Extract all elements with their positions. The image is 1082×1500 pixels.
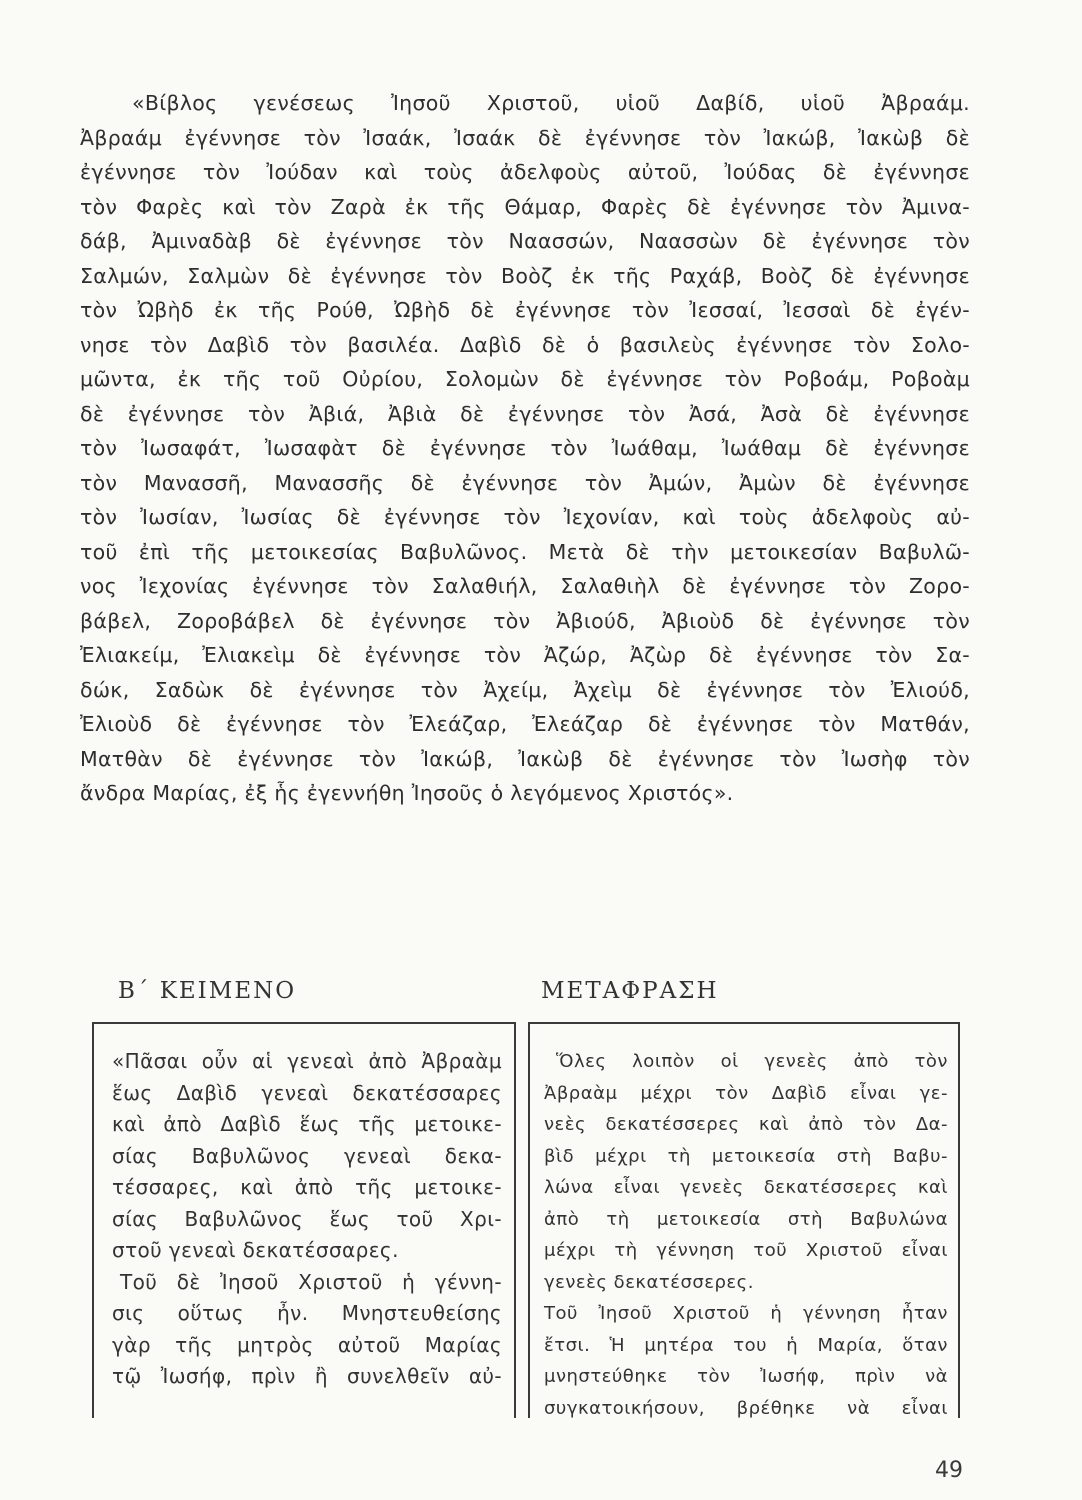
text-line: Ἀβραάμ ἐγέννησε τὸν Ἰσαάκ, Ἰσαάκ δὲ ἐγέννησε τὸν Ἰακώβ, Ἰακὼβ δὲ — [80, 125, 970, 150]
text-line: ἀπὸ τὴ μετοικεσία στὴ Βαβυλώνα — [544, 1208, 948, 1230]
text-line: Ματθὰν δὲ ἐγέννησε τὸν Ἰακώβ, Ἰακὼβ δὲ ἐγέννησε τὸν Ἰωσὴφ τὸν — [80, 746, 970, 771]
text-line: δάβ, Ἀμιναδὰβ δὲ ἐγέννησε τὸν Ναασσών, Ναασσὼν δὲ ἐγέννησε τὸν — [80, 229, 970, 253]
original-text-box — [92, 1022, 516, 1418]
text-line: νεὲς δεκατέσσερες καὶ ἀπὸ τὸν Δα- — [544, 1114, 948, 1135]
text-line: «Βίβλος γενέσεως Ἰησοῦ Χριστοῦ, υἱοῦ Δαβίδ, υἱοῦ Ἀβραάμ. — [132, 91, 970, 115]
text-line: τὸν Ἰωσαφάτ, Ἰωσαφὰτ δὲ ἐγέννησε τὸν Ἰωάθαμ, Ἰωάθαμ δὲ ἐγέννησε — [80, 436, 970, 460]
text-line: μῶντα, ἐκ τῆς τοῦ Οὐρίου, Σολομὼν δὲ ἐγέννησε τὸν Ροβοάμ, Ροβοὰμ — [80, 367, 970, 391]
text-line: συγκατοικήσουν, βρέθηκε νὰ εἶναι — [544, 1397, 948, 1418]
text-line: Τοῦ δὲ Ἰησοῦ Χριστοῦ ἡ γέννη- — [120, 1269, 502, 1294]
text-line: Ἐλιοὺδ δὲ ἐγέννησε τὸν Ἐλεάζαρ, Ἐλεάζαρ δὲ ἐγέννησε τὸν Ματθάν, — [80, 712, 970, 736]
text-line: στοῦ γενεαὶ δεκατέσσαρες. — [112, 1238, 399, 1262]
text-line: «Πᾶσαι οὖν αἱ γενεαὶ ἀπὸ Ἀβραὰμ — [112, 1049, 502, 1073]
text-line: γὰρ τῆς μητρὸς αὐτοῦ Μαρίας — [112, 1332, 502, 1357]
text-line: Ἐλιακείμ, Ἐλιακεὶμ δὲ ἐγέννησε τὸν Ἀζώρ, Ἀζὼρ δὲ ἐγέννησε τὸν Σα- — [80, 643, 970, 667]
text-line: τὸν Ἰωσίαν, Ἰωσίας δὲ ἐγέννησε τὸν Ἰεχονίαν, καὶ τοὺς ἀδελφοὺς αὐ- — [80, 505, 970, 529]
text-line: τοῦ ἐπὶ τῆς μετοικεσίας Βαβυλῶνος. Μετὰ δὲ τὴν μετοικεσίαν Βαβυλῶ- — [80, 539, 970, 564]
text-line: δὲ ἐγέννησε τὸν Ἀβιά, Ἀβιὰ δὲ ἐγέννησε τὸν Ἀσά, Ἀσὰ δὲ ἐγέννησε — [80, 401, 970, 426]
text-line: ἕως Δαβὶδ γενεαὶ δεκατέσσαρες — [112, 1080, 502, 1105]
text-line: σις οὕτως ἦν. Μνηστευθείσης — [112, 1301, 502, 1325]
text-line: ἔτσι. Ἡ μητέρα του ἡ Μαρία, ὅταν — [544, 1334, 948, 1356]
text-line: τὸν Μανασσῆ, Μανασσῆς δὲ ἐγέννησε τὸν Ἀμών, Ἀμὼν δὲ ἐγέννησε — [80, 470, 970, 495]
text-line: καὶ ἀπὸ Δαβὶδ ἕως τῆς μετοικε- — [112, 1112, 502, 1136]
translation-passage — [544, 1046, 948, 1418]
text-line: τέσσαρες, καὶ ἀπὸ τῆς μετοικε- — [112, 1175, 502, 1199]
text-line: σίας Βαβυλῶνος ἕως τοῦ Χρι- — [112, 1206, 502, 1231]
text-line: Ἀβραὰμ μέχρι τὸν Δαβὶδ εἶναι γε- — [544, 1082, 948, 1104]
text-line: τῷ Ἰωσήφ, πρὶν ἢ συνελθεῖν αὐ- — [112, 1364, 502, 1388]
text-line: σίας Βαβυλῶνος γενεαὶ δεκα- — [112, 1143, 502, 1168]
genealogy-passage — [80, 86, 970, 811]
text-line: τὸν Ὠβὴδ ἐκ τῆς Ρούθ, Ὠβὴδ δὲ ἐγέννησε τὸν Ἰεσσαί, Ἰεσσαὶ δὲ ἐγέν- — [80, 298, 970, 322]
original-text-heading: Β΄ ΚΕΙΜΕΝΟ — [118, 978, 297, 1004]
text-line: μέχρι τὴ γέννηση τοῦ Χριστοῦ εἶναι — [544, 1240, 948, 1261]
original-text-passage — [112, 1046, 502, 1393]
text-line: ἄνδρα Μαρίας, ἐξ ἧς ἐγεννήθη Ἰησοῦς ὁ λεγόμενος Χριστός». — [80, 781, 734, 805]
text-line: Ὅλες λοιπὸν οἱ γενεὲς ἀπὸ τὸν — [556, 1051, 948, 1072]
text-line: τὸν Φαρὲς καὶ τὸν Ζαρὰ ἐκ τῆς Θάμαρ, Φαρὲς δὲ ἐγέννησε τὸν Ἀμινα- — [80, 194, 970, 219]
text-line: γενεὲς δεκατέσσερες. — [544, 1271, 754, 1293]
page-number: 49 — [935, 1458, 963, 1483]
text-line: μνηστεύθηκε τὸν Ἰωσήφ, πρὶν νὰ — [544, 1366, 948, 1387]
text-line: νος Ἰεχονίας ἐγέννησε τὸν Σαλαθιήλ, Σαλαθιὴλ δὲ ἐγέννησε τὸν Ζορο- — [80, 574, 970, 598]
text-line: ἐγέννησε τὸν Ἰούδαν καὶ τοὺς ἀδελφοὺς αὐτοῦ, Ἰούδας δὲ ἐγέννησε — [80, 160, 970, 184]
text-line: βάβελ, Ζοροβάβελ δὲ ἐγέννησε τὸν Ἀβιούδ, Ἀβιοὺδ δὲ ἐγέννησε τὸν — [80, 608, 970, 633]
text-line: Σαλμών, Σαλμὼν δὲ ἐγέννησε τὸν Βοὸζ ἐκ τῆς Ραχάβ, Βοὸζ δὲ ἐγέννησε — [80, 263, 970, 288]
text-line: δώκ, Σαδὼκ δὲ ἐγέννησε τὸν Ἀχείμ, Ἀχεὶμ δὲ ἐγέννησε τὸν Ἐλιούδ, — [80, 677, 970, 702]
translation-box — [528, 1022, 960, 1418]
text-line: λώνα εἶναι γενεὲς δεκατέσσερες καὶ — [544, 1177, 948, 1198]
text-line: νησε τὸν Δαβὶδ τὸν βασιλέα. Δαβὶδ δὲ ὁ βασιλεὺς ἐγέννησε τὸν Σολο- — [80, 332, 970, 357]
translation-heading: ΜΕΤΑΦΡΑΣΗ — [541, 978, 719, 1004]
text-line: Τοῦ Ἰησοῦ Χριστοῦ ἡ γέννηση ἦταν — [544, 1303, 948, 1324]
text-line: βὶδ μέχρι τὴ μετοικεσία στὴ Βαβυ- — [544, 1145, 948, 1167]
